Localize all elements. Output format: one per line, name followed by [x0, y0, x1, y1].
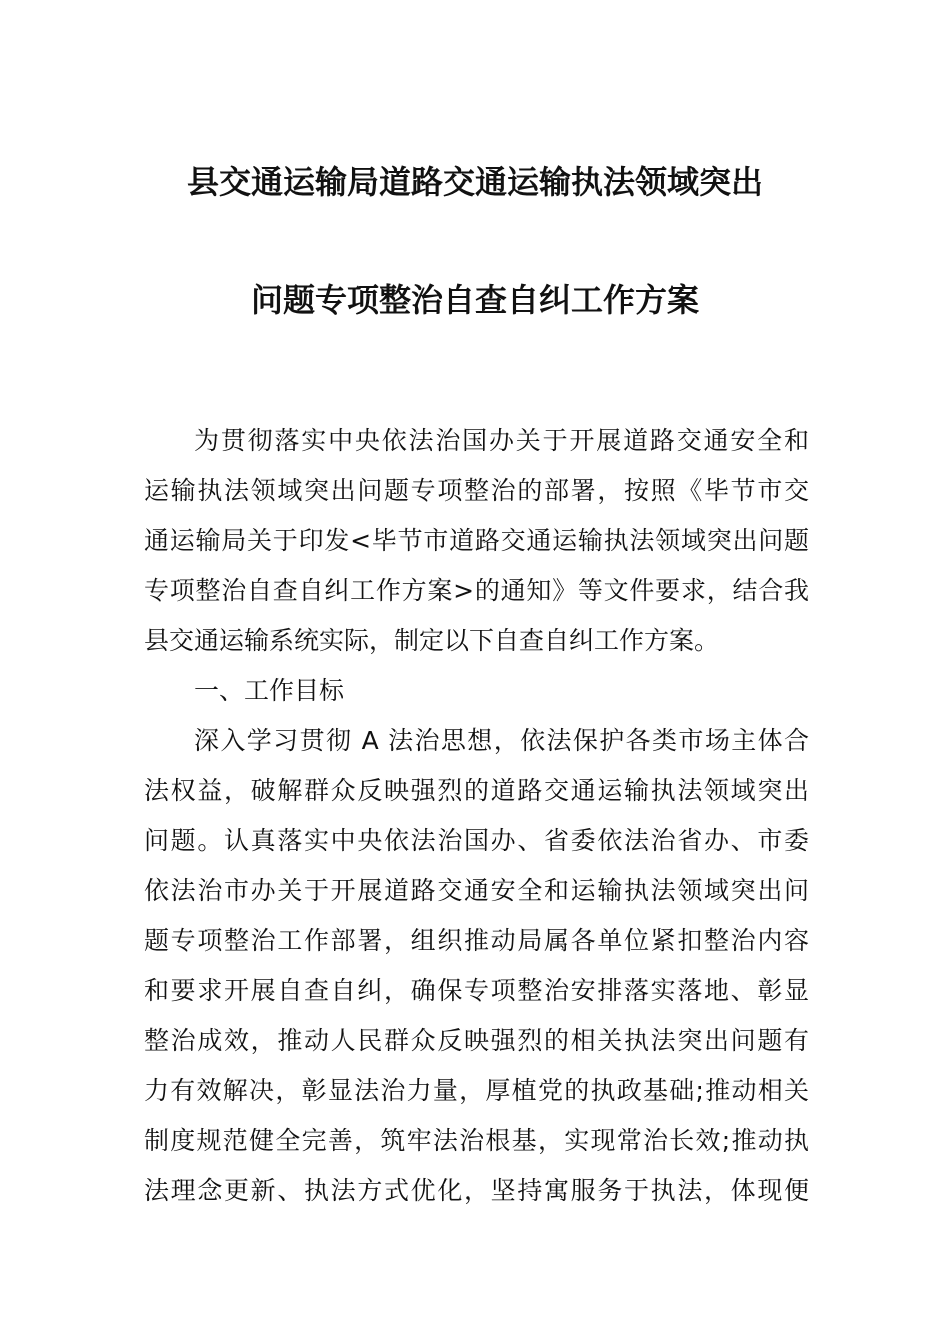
paragraph-line: 和要求开展自查自纠，确保专项整治安排落实落地、彰显: [144, 976, 809, 1005]
paragraph-line: 为贯彻落实中央依法治国办关于开展道路交通安全和: [194, 426, 809, 455]
document-body: [144, 416, 809, 1216]
paragraph-line: 深入学习贯彻 A 法治思想，依法保护各类市场主体合: [194, 726, 809, 755]
paragraph-line: 法权益，破解群众反映强烈的道路交通运输执法领域突出: [144, 776, 809, 805]
paragraph-line: 县交通运输系统实际，制定以下自查自纠工作方案。: [144, 626, 720, 655]
paragraph-line: 法理念更新、执法方式优化，坚持寓服务于执法，体现便: [144, 1176, 809, 1205]
paragraph-line: 力有效解决，彰显法治力量，厚植党的执政基础;推动相关: [144, 1076, 809, 1105]
paragraph-line: 运输执法领域突出问题专项整治的部署，按照《毕节市交: [144, 476, 809, 505]
paragraph-line: 通运输局关于印发<毕节市道路交通运输执法领域突出问题: [144, 526, 809, 555]
paragraph-line: 专项整治自查自纠工作方案>的通知》等文件要求，结合我: [144, 576, 809, 605]
section-heading: 一、工作目标: [194, 676, 345, 705]
paragraph-line: 问题。认真落实中央依法治国办、省委依法治省办、市委: [144, 826, 809, 855]
paragraph-line: 依法治市办关于开展道路交通安全和运输执法领域突出问: [144, 876, 809, 905]
paragraph-line: 整治成效，推动人民群众反映强烈的相关执法突出问题有: [144, 1026, 809, 1055]
document-title-line-2: 问题专项整治自查自纠工作方案: [250, 281, 699, 319]
paragraph-line: 制度规范健全完善，筑牢法治根基，实现常治长效;推动执: [144, 1126, 809, 1155]
document-title-line-1: 县交通运输局道路交通运输执法领域突出: [186, 163, 763, 201]
paragraph-line: 题专项整治工作部署，组织推动局属各单位紧扣整治内容: [144, 926, 809, 955]
